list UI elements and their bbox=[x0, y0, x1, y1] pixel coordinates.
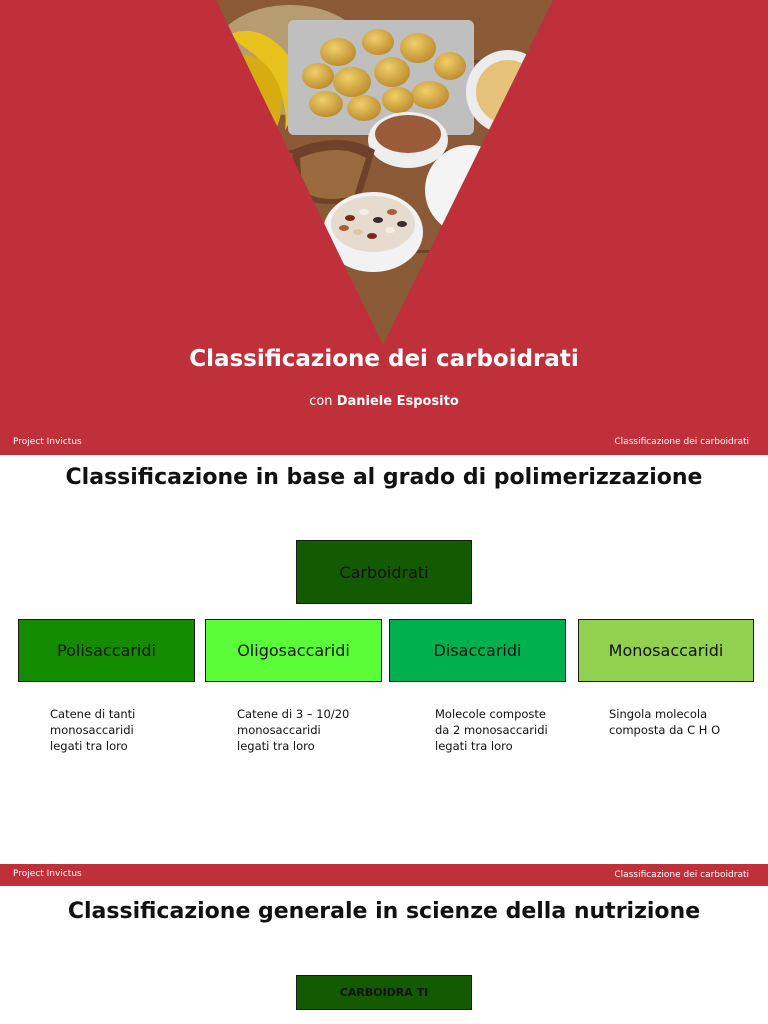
header-topic: Classificazione dei carboidrati bbox=[614, 870, 749, 880]
disaccaridi-description: Molecole composte da 2 monosaccaridi legati tra loro bbox=[435, 707, 548, 753]
carbohydrate-foods-photo bbox=[0, 0, 768, 345]
monosaccaridi-node: Monosaccaridi bbox=[578, 619, 754, 682]
header-brand: Project Invictus bbox=[13, 869, 82, 879]
footer-topic: Classificazione dei carboidrati bbox=[614, 437, 749, 447]
header-bar bbox=[0, 864, 768, 886]
polisaccaridi-node: Polisaccaridi bbox=[18, 619, 195, 682]
footer-brand: Project Invictus bbox=[13, 437, 82, 447]
slide-title: Classificazione dei carboidrati bbox=[189, 346, 579, 372]
carboidrati-node: Carboidrati bbox=[296, 540, 472, 604]
carboidrati-node: CARBOIDRA TI bbox=[296, 975, 472, 1010]
byline-prefix: con bbox=[309, 394, 333, 409]
title-slide bbox=[0, 0, 768, 455]
polisaccaridi-description: Catene di tanti monosaccaridi legati tra loro bbox=[50, 707, 136, 753]
slide-heading: Classificazione in base al grado di polimerizzazione bbox=[65, 465, 703, 490]
polymerization-slide bbox=[0, 455, 768, 864]
slide-heading: Classificazione generale in scienze della nutrizione bbox=[67, 899, 701, 924]
nutrition-classification-slide bbox=[0, 864, 768, 1024]
oligosaccaridi-node: Oligosaccaridi bbox=[205, 619, 382, 682]
oligosaccaridi-description: Catene di 3 – 10/20 monosaccaridi legati tra loro bbox=[237, 707, 350, 753]
disaccaridi-node: Disaccaridi bbox=[389, 619, 566, 682]
monosaccaridi-description: Singola molecola composta da C H O bbox=[609, 707, 721, 737]
author-name: Daniele Esposito bbox=[336, 394, 459, 409]
byline bbox=[0, 394, 768, 409]
